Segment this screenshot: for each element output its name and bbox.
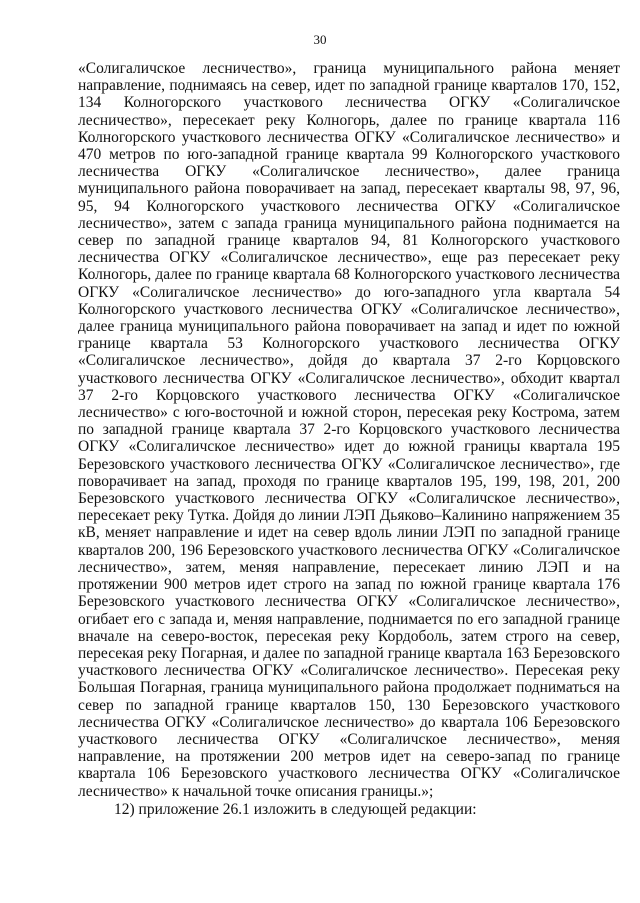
amendment-item-paragraph: 12) приложение 26.1 изложить в следующей редакции: (114, 800, 477, 818)
document-body (78, 60, 620, 818)
page-number: 30 (313, 32, 327, 47)
boundary-description-paragraph: «Солигаличское лесничество», граница муниципального района меняет направление, поднимаясь на север, идет по западной границе кварталов 170, 152, 134 Колногорского участкового лесничества ОГКУ «Солигаличское лесничество», пересекает реку Колногорь, далее по границе квартала 116 Колногорского участкового лесничества ОГКУ «Солигаличское лесничество» и 470 метров по юго-западной границе квартала 99 Колногорского участкового лесничества ОГКУ «Солигаличское лесничество», далее граница муниципального района поворачивает на запад, пересекает кварталы 98, 97, 96, 95, 94 Колногорского участкового лесничества ОГКУ «Солигаличское лесничество», затем с запада граница муниципального района поднимается на север по западной границе кварталов 94, 81 Колногорского участкового лесничества ОГКУ «Солигаличское лесничество», еще раз пересекает реку Колногорь, далее по границе квартала 68 Колногорского участкового лесничества ОГКУ «Солигаличское лесничество» до юго-западного угла квартала 54 Колногорского участкового лесничества ОГКУ «Солигаличское лесничество», далее граница муниципального района поворачивает на запад и идет по южной границе квартала 53 Колногорского участкового лесничества ОГКУ «Солигаличское лесничество», дойдя до квартала 37 2-го Корцовского участкового лесничества ОГКУ «Солигаличское лесничество», обходит квартал 37 2-го Корцовского участкового лесничества ОГКУ «Солигаличское лесничество» с юго-восточной и южной сторон, пересекая реку Кострома, затем по западной границе квартала 37 2-го Корцовского участкового лесничества ОГКУ «Солигаличское лесничество» идет до южной границы квартала 195 Березовского участкового лесничества ОГКУ «Солигаличское лесничество», где поворачивает на запад, проходя по границе кварталов 195, 199, 198, 201, 200 Березовского участкового лесничества ОГКУ «Солигаличское лесничество», пересекает реку Тутка. Дойдя до линии ЛЭП Дьяково–Калинино напряжением 35 кВ, меняет направление и идет на север вдоль линии ЛЭП по западной границе кварталов 200, 196 Березовского участкового лесничества ОГКУ «Солигаличское лесничество», затем, меняя направление, пересекает линию ЛЭП и на протяжении 900 метров идет строго на запад по южной границе квартала 176 Березовского участкового лесничества ОГКУ «Солигаличское лесничество», огибает его с запада и, меняя направление, поднимается по его западной границе вначале на северо-восток, пересекая реку Кордоболь, затем строго на север, пересекая реку Погарная, и далее по западной границе квартала 163 Березовского участкового лесничества ОГКУ «Солигаличское лесничество». Пересекая реку Большая Погарная, граница муниципального района продолжает подниматься на север по западной границе кварталов 150, 130 Березовского участкового лесничества ОГКУ «Солигаличское лесничество» до квартала 106 Березовского участкового лесничества ОГКУ «Солигаличское лесничество», меняя направление, на протяжении 200 метров идет на северо-запад по границе квартала 106 Березовского участкового лесничества ОГКУ «Солигаличское лесничество» к начальной точке описания границы.»; (78, 60, 620, 800)
